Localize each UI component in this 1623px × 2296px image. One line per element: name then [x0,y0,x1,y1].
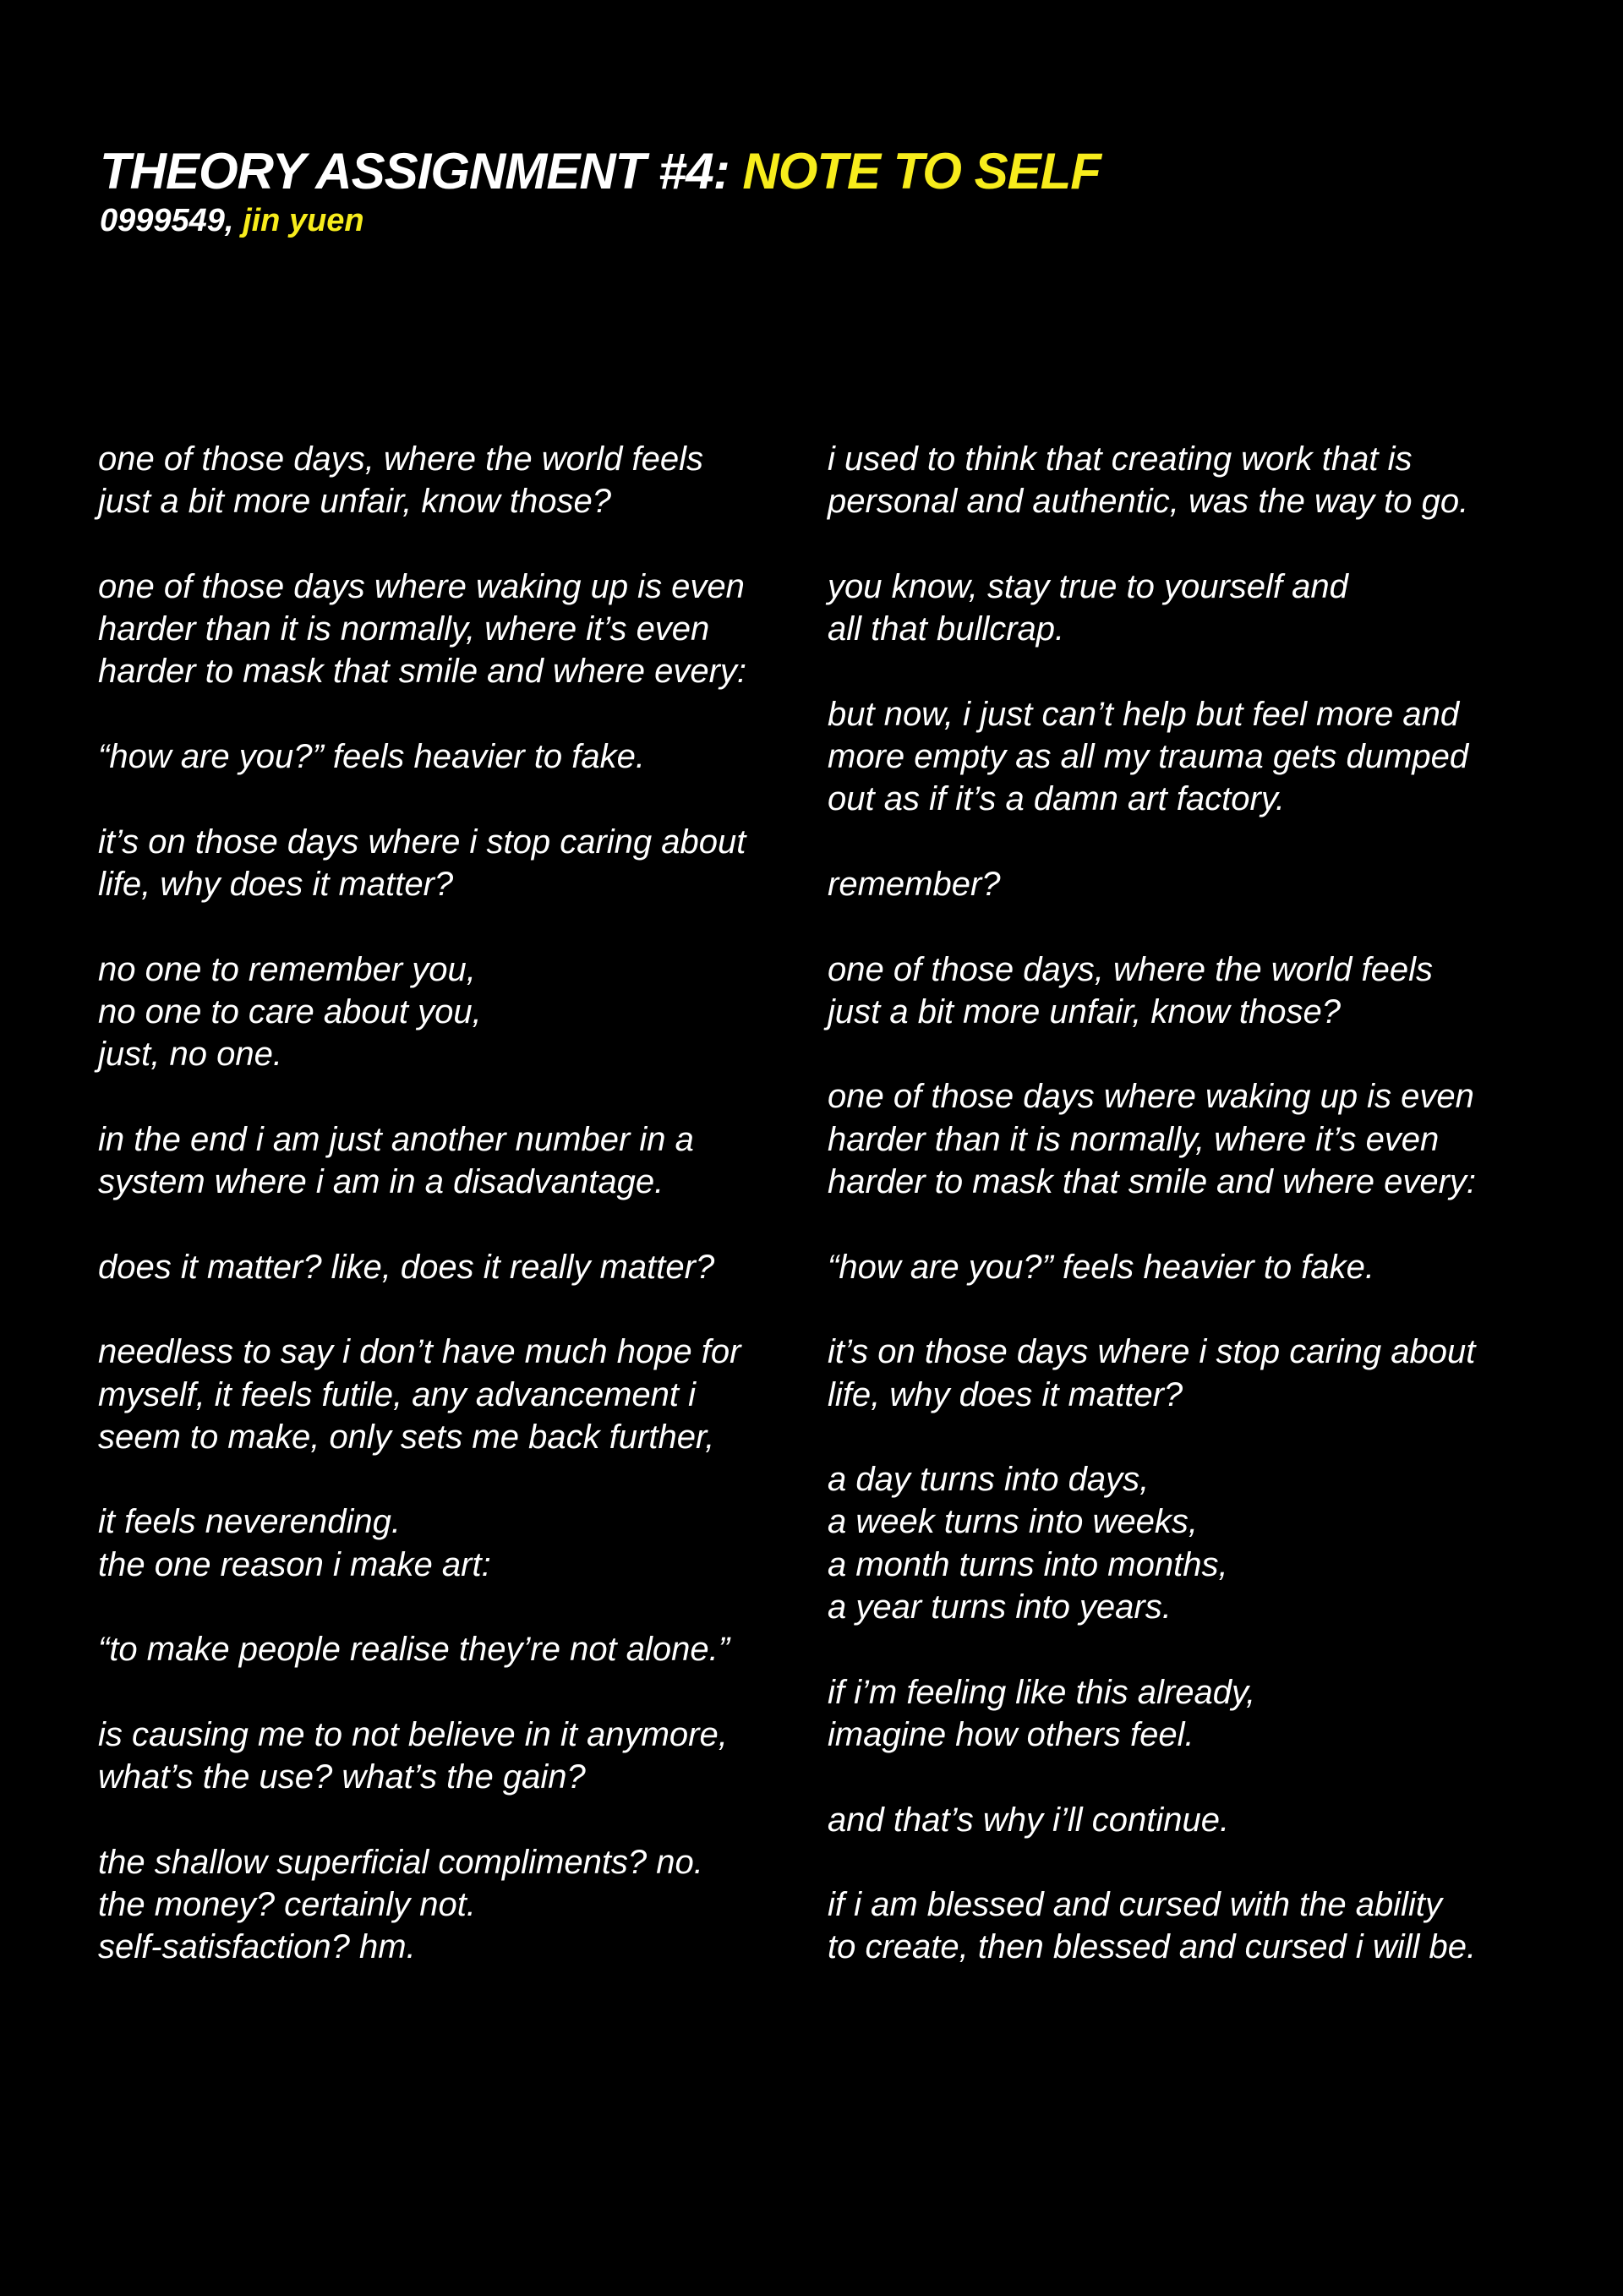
text-line: remember? [828,865,1001,903]
left-text-column [98,438,746,1969]
text-line [828,650,1476,692]
text-line: just a bit more unfair, know those? [98,483,611,521]
text-line [98,1288,746,1331]
text-line [828,821,1476,863]
text-line: myself, it feels futile, any advancement i [98,1375,696,1413]
text-line: life, why does it matter? [828,1375,1183,1413]
text-line: self-satisfaction? hm. [98,1928,416,1966]
text-line [98,1586,746,1628]
text-line [828,1033,1476,1075]
text-line: if i’m feeling like this already, [828,1673,1256,1711]
text-line: one of those days, where the world feels [98,440,703,478]
text-line [98,1203,746,1245]
text-line: harder to mask that smile and where every: [828,1163,1477,1201]
text-line: system where i am in a disadvantage. [98,1163,664,1201]
text-line: needless to say i don’t have much hope for [98,1333,741,1371]
text-line [828,1841,1476,1883]
text-line: it’s on those days where i stop caring about [98,823,746,861]
title-accent: NOTE TO SELF [742,143,1101,200]
text-line: one of those days, where the world feels [828,950,1433,988]
text-line: what’s the use? what’s the gain? [98,1758,586,1796]
text-line: imagine how others feel. [828,1715,1194,1753]
text-line: “how are you?” feels heavier to fake. [98,738,646,776]
text-line: just a bit more unfair, know those? [828,992,1341,1030]
text-line [828,1416,1476,1458]
text-line: no one to remember you, [98,950,476,988]
text-line: in the end i am just another number in a [98,1120,694,1158]
text-line: a year turns into years. [828,1588,1172,1626]
text-line: it feels neverending. [98,1503,402,1541]
text-line [828,905,1476,948]
text-line [828,1628,1476,1670]
text-line: but now, i just can’t help but feel more and [828,695,1460,733]
text-line: a day turns into days, [828,1461,1150,1499]
text-line [98,1671,746,1714]
text-line: does it matter? like, does it really matter? [98,1248,715,1286]
text-line [98,905,746,948]
text-line: out as if it’s a damn art factory. [828,780,1285,818]
author-line [100,201,1101,240]
author-name: jin yuen [243,203,364,238]
text-line: harder than it is normally, where it’s even [828,1120,1440,1158]
text-line [98,523,746,566]
text-line: a month turns into months, [828,1545,1228,1583]
text-line: seem to make, only sets me back further, [98,1418,715,1456]
text-line [828,1203,1476,1245]
text-line: just, no one. [98,1036,282,1074]
text-line: and that’s why i’ll continue. [828,1801,1230,1839]
text-line: no one to care about you, [98,992,482,1030]
student-id: 0999549, [100,203,243,238]
text-line: harder than it is normally, where it’s even [98,610,710,648]
text-line: all that bullcrap. [828,610,1065,648]
text-line: is causing me to not believe in it anymore, [98,1715,728,1753]
text-line [828,523,1476,566]
text-line: a week turns into weeks, [828,1503,1198,1541]
right-text-column [828,438,1476,1969]
text-line: you know, stay true to yourself and [828,567,1348,605]
text-line [98,1799,746,1841]
text-line: it’s on those days where i stop caring about [828,1333,1476,1371]
text-line: life, why does it matter? [98,865,454,903]
text-line: personal and authentic, was the way to go. [828,483,1469,521]
text-line: harder to mask that smile and where every: [98,653,747,691]
page-title [100,142,1101,201]
text-line: one of those days where waking up is even [828,1078,1474,1116]
text-line: to create, then blessed and cursed i will be. [828,1928,1477,1966]
text-line: more empty as all my trauma gets dumped [828,738,1469,776]
text-line [828,1288,1476,1331]
text-line [828,1756,1476,1798]
text-line [98,1075,746,1118]
text-line: one of those days where waking up is even [98,567,745,605]
text-line: i used to think that creating work that is [828,440,1413,478]
title-main: THEORY ASSIGNMENT #4: [100,143,743,200]
text-line: the money? certainly not. [98,1886,476,1924]
text-line: “how are you?” feels heavier to fake. [828,1248,1375,1286]
text-line: “to make people realise they’re not alone.” [98,1631,730,1669]
text-line: the shallow superficial compliments? no. [98,1843,703,1881]
text-line: the one reason i make art: [98,1545,491,1583]
text-line: if i am blessed and cursed with the ability [828,1886,1443,1924]
text-line [98,693,746,735]
text-line [98,1458,746,1501]
text-line [98,778,746,820]
document-header [100,142,1101,240]
